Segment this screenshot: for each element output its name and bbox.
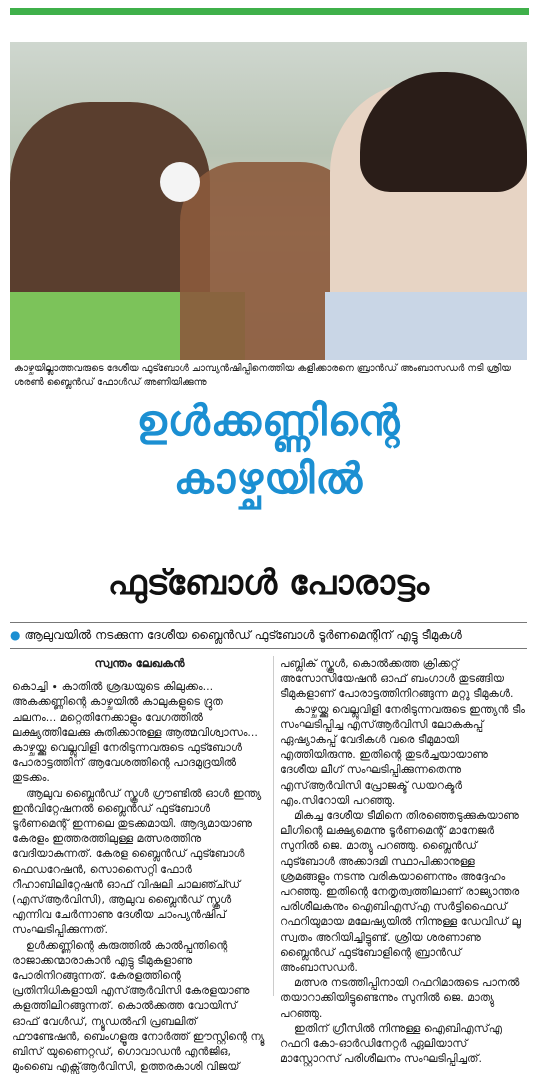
- byline: സ്വന്തം ലേഖകൻ: [94, 656, 185, 670]
- photo-caption: കാഴ്ചയില്ലാത്തവരുടെ ദേശീയ ഫുട്ബോൾ ചാമ്പ്യൻഷിപ്പിനെത്തിയ കളിക്കാരനെ ബ്രാൻഡ് അംബാസഡർ നടി ശ്രിയ ശരൺ ബ്ലൈൻഡ് ഫോൾഡ് അണിയിക്കുന്നു: [14, 363, 511, 388]
- divider-bottom: [10, 648, 527, 649]
- article-paragraph: കൊച്ചി ∙ കാതിൽ ശ്രദ്ധയുടെ കിലുക്കം... അകക്കണ്ണിന്റെ കാഴ്ചയിൽ കാലുകളുടെ ദ്രുത ചലനം... മറ്റെതിനേക്കാളും വേഗത്തിൽ ലക്ഷ്യത്തിലേക്കു കുതിക്കാനുള്ള ആത്മവിശ്വാസം... കാഴ്ചയ്ക്കു വെല്ലുവിളി നേരിടുന്നവരുടെ ഫുട്ബോൾ പോരാട്ടത്തിന് ആവേശത്തിന്റെ പാദമുദ്രയിൽ തുടക്കം.: [12, 680, 258, 785]
- divider-top: [10, 622, 527, 623]
- news-photo: [10, 42, 527, 360]
- headline-blue: [10, 392, 527, 508]
- article-paragraph: മത്സര നടത്തിപ്പിനായി റഫറിമാരുടെ പാനൽ തയാറാക്കിയിട്ടുണ്ടെന്നും സുനിൽ ജെ. മാത്യു പറഞ്ഞു.: [280, 976, 520, 1020]
- bullet-icon: ●: [10, 628, 21, 642]
- photo-blindfold: [160, 162, 200, 202]
- article-paragraph: മികച്ച ദേശീയ ടീമിനെ തിരഞ്ഞെടുക്കുകയാണു ലീഗിന്റെ ലക്ഷ്യമെന്നു ടൂർണമെന്റ് മാനേജർ സുനിൽ ജെ. മാത്യു പറഞ്ഞു. ബ്ലൈൻഡ് ഫുട്ബോൾ അക്കാദമി സ്ഥാപിക്കാനുള്ള ശ്രമങ്ങളും നടന്നു വരികയാണെന്നും അദ്ദേഹം പറഞ്ഞു. ഇതിന്റെ നേതൃത്വത്തിലാണ് രാജ്യാന്തര പരിശീലകനും ഐബിഎസ്എ സർട്ടിഫൈഡ് റഫറിയുമായ മലേഷ്യയിൽ നിന്നുള്ള ഡേവിഡ് ലൂ സ്വതം അറിയിച്ചിട്ടുണ്ട്. ശ്രിയ ശരണാണു ബ്ലൈൻഡ് ഫുട്ബോളിന്റെ ബ്രാൻഡ് അംബാസഡർ.: [280, 809, 521, 975]
- article-column-1: [12, 656, 267, 1074]
- green-rule: [10, 8, 529, 15]
- subheadline-text: ആലുവയിൽ നടക്കുന്ന ദേശീയ ബ്ലൈൻഡ് ഫുട്ബോൾ ടൂർണമെന്റിന് എട്ടു ടീമുകൾ: [24, 628, 462, 642]
- photo-actress-dress: [325, 292, 527, 360]
- headline-line-1: ഉൾക്കണ്ണിന്റെ: [136, 396, 401, 445]
- article-paragraph: കാഴ്ചയ്ക്കു വെല്ലുവിളി നേരിടുന്നവരുടെ ഇന്ത്യൻ ടീം സംഘടിപ്പിച്ച എസ്ആർവിസി ലോകകപ്പ് ഏഷ്യാകപ്പ് വേദികൾ വരെ ടീമുമായി എത്തിയിരുന്നു. ഇതിന്റെ തുടർച്ചയായാണു ദേശീയ ലീഗ് സംഘടിപ്പിക്കുന്നതെന്നു എസ്ആർവിസി പ്രോജക്ട് ഡയറക്ടർ എം.സിറോയി പറഞ്ഞു.: [280, 702, 525, 807]
- article-paragraph: ആലുവ ബ്ലൈൻഡ് സ്കൂൾ ഗ്രൗണ്ടിൽ ഓൾ ഇന്ത്യ ഇൻവിറ്റേഷനൽ ബ്ലൈൻഡ് ഫുട്ബോൾ ടൂർണമെന്റ് ഇന്നലെ തുടക്കമായി. ആദ്യമായാണു കേരളം ഇത്തരത്തിലുള്ള മത്സരത്തിനു വേദിയാകുന്നത്. കേരള ബ്ലൈൻഡ് ഫുട്ബോൾ ഫെഡറേഷൻ, സൊസൈറ്റി ഫോർ റീഹാബിലിറ്റേഷൻ ഓഫ് വിഷലി ചാലഞ്ച്ഡ് (എസ്ആർവിസി), ആലുവ ബ്ലൈൻഡ് സ്കൂൾ എന്നിവ ചേർന്നാണു ദേശീയ ചാംപ്യൻഷിപ് സംഘടിപ്പിക്കുന്നത്.: [12, 786, 262, 937]
- article-paragraph: ഉൾക്കണ്ണിന്റെ കരുത്തിൽ കാൽപ്പന്തിന്റെ രാജാക്കന്മാരാകാൻ എട്ടു ടീമുകളാണു പോരിനിറങ്ങുന്നത്. കേരളത്തിന്റെ പ്രതിനിധികളായി എസ്ആർവിസി കേരളയാണു കളത്തിലിറങ്ങുന്നത്. കൊൽക്കത്ത വോയിസ് ഓഫ് വേൾഡ്, ന്യൂഡൽഹി പ്രബലിത് ഫൗണ്ടേഷൻ, ബെംഗളൂരു നോർത്ത് ഈസ്റ്റിന്റെ ന്യൂ ബിസ് യുണൈറ്റഡ്, ഗൊവാഡൻ എൻ‌ജിഒ, മുംബൈ എക്സ്ആർവിസി, ഉത്തരകാശി വിജയ്: [12, 938, 265, 1074]
- column-divider: [273, 656, 274, 996]
- headline-line-2: കാഴ്ചയിൽ: [173, 454, 364, 503]
- article-paragraph: പബ്ലിക് സ്കൂൾ, കൊൽക്കത്ത ക്രിക്കറ്റ് അസോസിയേഷൻ ഓഫ് ബംഗാൾ തുടങ്ങിയ ടീമുകളാണ് പോരാട്ടത്തിനിറങ്ങുന്ന മറ്റു ടീമുകൾ.: [280, 657, 514, 701]
- page-top-bar: [0, 0, 537, 20]
- article-paragraph: ഇതിന് ഗ്രീസിൽ നിന്നുള്ള ഐബിഎസ്എ റഫറി കോ-ഓർഡിനേറ്റർ ഏലിയാസ് മാസ്റ്റോറസ് പരിശീലനം സംഘടിപ്പിച്ചത്.: [280, 1021, 502, 1066]
- headline-line-3: ഫുട്ബോൾ പോരാട്ടം: [107, 563, 430, 603]
- article-column-2: [280, 656, 525, 1066]
- subheadline: [10, 626, 527, 644]
